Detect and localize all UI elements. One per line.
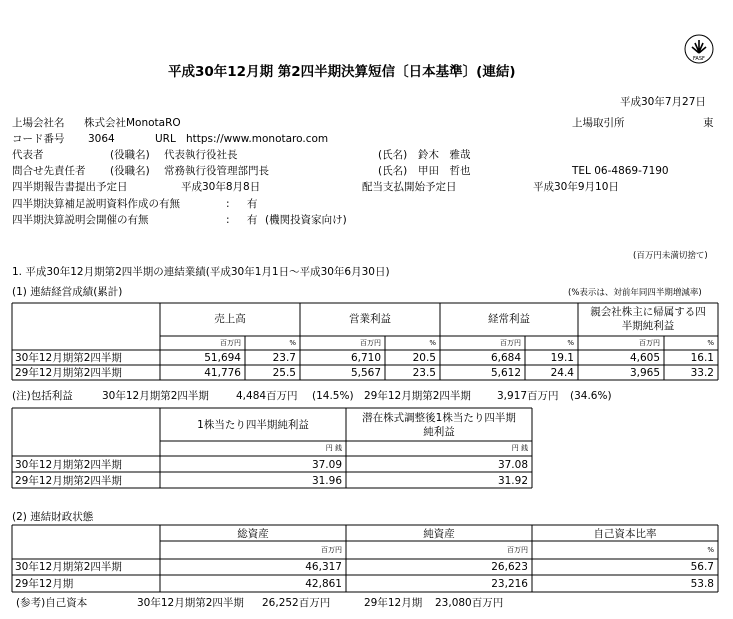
rep-name: 鈴木 雅哉: [418, 149, 471, 161]
header-net-assets: 純資産: [423, 528, 455, 540]
comprehensive-period-2: 29年12月期第2四半期: [364, 390, 471, 402]
unit-cell: 百万円: [639, 339, 660, 347]
row-label: 29年12月期: [15, 578, 74, 590]
comprehensive-value-2: 3,917百万円: [497, 390, 559, 402]
exchange-label: 上場取引所: [572, 117, 625, 129]
url-link[interactable]: https://www.monotaro.com: [186, 133, 329, 145]
table-cell: 53.8: [690, 578, 714, 590]
url-label: URL: [155, 133, 176, 145]
operating-results-title: (1) 連結経営成績(累計): [12, 286, 123, 298]
table-cell: 20.5: [412, 352, 436, 364]
unit-cell: 円 銭: [325, 444, 342, 452]
table-cell: 31.92: [497, 475, 528, 487]
company-name-label: 上場会社名: [12, 117, 65, 129]
report-date: 平成30年8月8日: [181, 181, 261, 193]
table-cell: 41,776: [204, 367, 241, 379]
comprehensive-period-1: 30年12月期第2四半期: [102, 390, 209, 402]
comprehensive-income-label: (注)包括利益: [12, 390, 73, 402]
briefing-label: 四半期決算説明会開催の有無: [12, 214, 149, 226]
row-label: 30年12月期第2四半期: [15, 459, 122, 471]
row-label: 30年12月期第2四半期: [15, 352, 122, 364]
unit-cell: 円 銭: [511, 444, 528, 452]
equity-label: (参考)自己資本: [16, 597, 88, 609]
table-cell: 5,612: [490, 367, 521, 379]
supplementary-label: 四半期決算補足説明資料作成の有無: [12, 198, 180, 210]
table-cell: 42,861: [305, 578, 342, 590]
equity-period-2: 29年12月期: [364, 597, 423, 609]
table-cell: 4,605: [629, 352, 660, 364]
rep-title-label: (役職名): [110, 149, 150, 161]
row-label: 29年12月期第2四半期: [15, 475, 122, 487]
unit-cell: %: [707, 546, 714, 554]
unit-cell: 百万円: [500, 339, 521, 347]
rep-label: 代表者: [12, 149, 44, 161]
briefing-note: (機関投資家向け): [265, 214, 347, 226]
equity-period-1: 30年12月期第2四半期: [137, 597, 244, 609]
exchange-value: 東: [703, 117, 714, 129]
table-cell: 46,317: [305, 561, 342, 573]
contact-title: 常務執行役管理部門長: [164, 165, 269, 177]
document-title: 平成30年12月期 第2四半期決算短信〔日本基準〕(連結): [168, 64, 516, 80]
table-cell: 23.5: [412, 367, 436, 379]
unit-cell: 百万円: [220, 339, 241, 347]
table-cell: 33.2: [690, 367, 714, 379]
supplementary-value: 有: [247, 198, 258, 210]
table-cell: 37.08: [497, 459, 528, 471]
contact-name-label: (氏名): [378, 165, 408, 177]
header-net-sales: 売上高: [214, 313, 246, 325]
header-diluted-eps-line2: 純利益: [423, 426, 455, 438]
table-cell: 16.1: [690, 352, 714, 364]
unit-cell: 百万円: [360, 339, 381, 347]
dividend-date: 平成30年9月10日: [533, 181, 619, 193]
unit-cell: %: [707, 339, 714, 347]
logo-text: FASF: [693, 56, 705, 62]
contact-title-label: (役職名): [110, 165, 150, 177]
unit-cell: %: [429, 339, 436, 347]
table-cell: 51,694: [204, 352, 241, 364]
table-cell: 19.1: [550, 352, 574, 364]
briefing-colon: :: [226, 214, 230, 226]
table-cell: 56.7: [690, 561, 714, 573]
header-diluted-eps-line1: 潜在株式調整後1株当たり四半期: [362, 412, 516, 424]
unit-cell: %: [567, 339, 574, 347]
document-date: 平成30年7月27日: [620, 96, 706, 108]
unit-cell: 百万円: [321, 546, 342, 554]
table-cell: 37.09: [311, 459, 342, 471]
contact-label: 問合せ先責任者: [12, 165, 86, 177]
briefing-value: 有: [247, 214, 258, 226]
company-name: 株式会社MonotaRO: [84, 117, 181, 129]
table-cell: 5,567: [350, 367, 381, 379]
report-date-label: 四半期報告書提出予定日: [12, 181, 128, 193]
supplementary-colon: :: [226, 198, 230, 210]
row-label: 30年12月期第2四半期: [15, 561, 122, 573]
section1-title: 1. 平成30年12月期第2四半期の連結業績(平成30年1月1日～平成30年6月30日): [12, 266, 390, 278]
comprehensive-rate-2: (34.6%): [570, 390, 612, 402]
table-cell: 23.7: [272, 352, 296, 364]
equity-value-2: 23,080百万円: [435, 597, 504, 609]
contact-tel: TEL 06-4869-7190: [572, 165, 669, 177]
table-cell: 6,710: [350, 352, 381, 364]
row-label: 29年12月期第2四半期: [15, 367, 122, 379]
rep-name-label: (氏名): [378, 149, 408, 161]
table-cell: 26,623: [491, 561, 528, 573]
table-cell: 25.5: [272, 367, 296, 379]
header-net-income-line2: 半期純利益: [621, 320, 675, 332]
header-ordinary-income: 経常利益: [488, 313, 530, 325]
financial-position-title: (2) 連結財政状態: [12, 511, 94, 523]
rep-title: 代表執行役社長: [164, 149, 238, 161]
header-net-income-line1: 親会社株主に帰属する四: [590, 306, 706, 318]
header-equity-ratio: 自己資本比率: [593, 528, 657, 540]
comprehensive-value-1: 4,484百万円: [236, 390, 298, 402]
table-cell: 23,216: [491, 578, 528, 590]
unit-cell: %: [289, 339, 296, 347]
table-cell: 31.96: [311, 475, 342, 487]
code-value: 3064: [88, 133, 115, 145]
code-label: コード番号: [12, 133, 65, 145]
table-cell: 6,684: [490, 352, 521, 364]
dividend-date-label: 配当支払開始予定日: [362, 181, 457, 193]
table-cell: 3,965: [629, 367, 660, 379]
rounding-note: (百万円未満切捨て): [633, 251, 708, 261]
header-operating-income: 営業利益: [349, 313, 391, 325]
table-cell: 24.4: [550, 367, 574, 379]
header-total-assets: 総資産: [237, 528, 269, 540]
contact-name: 甲田 哲也: [418, 165, 471, 177]
comprehensive-rate-1: (14.5%): [312, 390, 354, 402]
operating-results-note: (%表示は、対前年同四半期増減率): [568, 288, 702, 298]
unit-cell: 百万円: [507, 546, 528, 554]
header-eps: 1株当たり四半期純利益: [197, 419, 309, 431]
equity-value-1: 26,252百万円: [262, 597, 331, 609]
